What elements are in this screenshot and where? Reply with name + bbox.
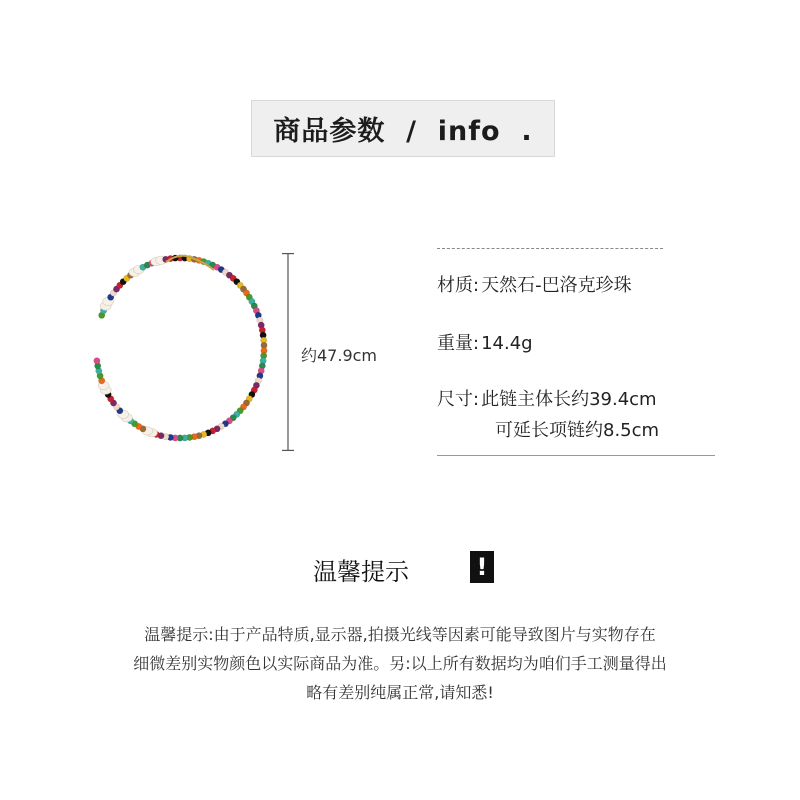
stone-bead [94,358,100,364]
spec-weight [437,329,533,355]
divider-bottom [437,455,715,456]
size-measure-bar [281,253,295,451]
spec-weight-label: 重量: [437,333,480,354]
measure-label: 约47.9cm [301,346,378,365]
notice-line: 略有差别纯属正常,请知悉! [306,683,494,702]
spec-weight-value: 14.4g [481,333,533,354]
notice-title: 温馨提示 [313,558,409,586]
necklace-image [80,248,280,448]
spec-size-value: 此链主体长约39.4cm [481,389,657,410]
spec-size-label: 尺寸: [437,389,480,410]
spec-size-extension: 可延长项链约8.5cm [495,420,660,441]
spec-size [437,385,657,411]
section-title-box [251,100,555,157]
spec-material-label: 材质: [437,275,480,296]
notice-line: 温馨提示:由于产品特质,显示器,拍摄光线等因素可能导致图片与实物存在 [144,625,656,644]
notice-line: 细微差别实物颜色以实际商品为准。另:以上所有数据均为咱们手工测量得出 [133,654,667,673]
divider-top [437,248,663,249]
section-title: 商品参数 / info . [273,116,533,147]
exclamation-icon: ! [470,551,494,583]
spec-material [437,271,632,297]
spec-material-value: 天然石-巴洛克珍珠 [481,275,632,296]
notice-body [40,620,760,707]
